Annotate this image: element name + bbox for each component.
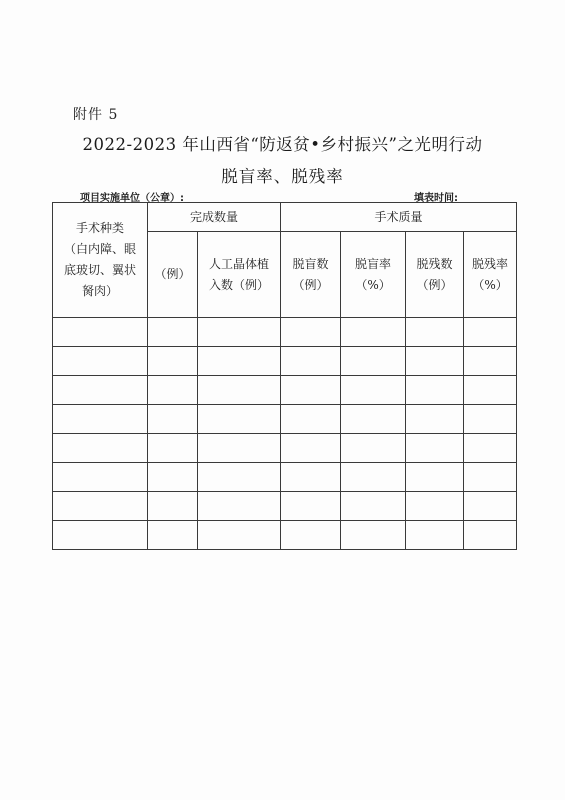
table-cell	[281, 492, 341, 521]
blindness-rate-line: （%）	[355, 277, 391, 292]
disability-removal-rate-header	[464, 232, 517, 318]
table-cell	[148, 405, 198, 434]
table-cell	[53, 434, 148, 463]
table-cell	[53, 492, 148, 521]
table-cell	[53, 521, 148, 550]
table-cell	[281, 521, 341, 550]
document-title: 2022-2023 年山西省“防返贫•乡村振兴”之光明行动	[82, 135, 483, 154]
table-cell	[464, 492, 517, 521]
table-cell	[406, 376, 464, 405]
table-cell	[341, 318, 406, 347]
table-cell	[406, 347, 464, 376]
table-cell	[281, 434, 341, 463]
table-cell	[281, 405, 341, 434]
table-cell	[198, 318, 281, 347]
table-cell	[341, 347, 406, 376]
table-cell	[148, 434, 198, 463]
surgery-quality-header: 手术质量	[281, 203, 517, 232]
table-cell	[464, 347, 517, 376]
table-cell	[148, 492, 198, 521]
table-cell	[53, 347, 148, 376]
table-cell	[464, 463, 517, 492]
table-row	[53, 347, 517, 376]
surgery-type-header	[53, 203, 148, 318]
table-cell	[341, 405, 406, 434]
table-cell	[198, 347, 281, 376]
table-row	[53, 376, 517, 405]
table-cell	[148, 347, 198, 376]
table-row	[53, 318, 517, 347]
table-cell	[341, 492, 406, 521]
implementing-unit-label: 项目实施单位（公章）:	[80, 193, 184, 204]
table-cell	[464, 434, 517, 463]
table-cell	[281, 376, 341, 405]
document-subtitle: 脱盲率、脱残率	[221, 167, 344, 186]
iol-implant-header-line: 人工晶体植	[209, 256, 270, 271]
table-header-row-1	[53, 203, 517, 232]
blindness-rate-line: 脱盲率	[355, 256, 392, 271]
table-cell	[464, 521, 517, 550]
disability-rate-line: 脱残率	[472, 256, 509, 271]
table-cell	[53, 463, 148, 492]
table-cell	[148, 463, 198, 492]
surgery-type-header-line: 胬肉）	[81, 284, 118, 298]
table-cell	[406, 521, 464, 550]
iol-implant-header	[198, 232, 281, 318]
iol-implant-header-line: 入数（例）	[209, 277, 270, 292]
table-row	[53, 521, 517, 550]
table-cell	[198, 521, 281, 550]
table-cell	[341, 521, 406, 550]
blindness-removal-rate-header	[341, 232, 406, 318]
table-cell	[406, 434, 464, 463]
table-cell	[148, 376, 198, 405]
table-row	[53, 492, 517, 521]
blindness-removal-count-header	[281, 232, 341, 318]
table-cell	[464, 405, 517, 434]
table-row	[53, 405, 517, 434]
surgery-type-header-line: 手术种类	[75, 221, 124, 235]
blindness-count-line: （例）	[292, 277, 329, 292]
table-cell	[464, 318, 517, 347]
disability-rate-line: （%）	[472, 277, 508, 292]
table-cell	[406, 318, 464, 347]
blindness-count-line: 脱盲数	[292, 256, 329, 271]
table-cell	[281, 463, 341, 492]
table-cell	[53, 376, 148, 405]
table-cell	[148, 318, 198, 347]
table-cell	[341, 463, 406, 492]
table-cell	[464, 376, 517, 405]
table-cell	[406, 492, 464, 521]
attachment-label: 附件 5	[73, 107, 119, 123]
table-cell	[53, 405, 148, 434]
table-cell	[281, 347, 341, 376]
surgery-type-header-line: （白内障、眼	[63, 242, 136, 256]
surgery-type-header-line: 底玻切、翼状	[63, 263, 136, 277]
table-cell	[341, 434, 406, 463]
table-cell	[198, 463, 281, 492]
table-cell	[281, 318, 341, 347]
statistics-table	[52, 202, 517, 550]
table-cell	[198, 434, 281, 463]
completed-quantity-header: 完成数量	[148, 203, 281, 232]
table-row	[53, 463, 517, 492]
fill-date-label: 填表时间:	[414, 193, 458, 204]
table-cell	[53, 318, 148, 347]
table-cell	[198, 376, 281, 405]
table-cell	[341, 376, 406, 405]
disability-removal-count-header	[406, 232, 464, 318]
table-cell	[406, 463, 464, 492]
table-cell	[406, 405, 464, 434]
table-row	[53, 434, 517, 463]
table-cell	[198, 492, 281, 521]
cases-header: （例）	[148, 232, 198, 318]
table-cell	[198, 405, 281, 434]
disability-count-line: （例）	[416, 277, 453, 292]
disability-count-line: 脱残数	[416, 256, 453, 271]
table-cell	[148, 521, 198, 550]
